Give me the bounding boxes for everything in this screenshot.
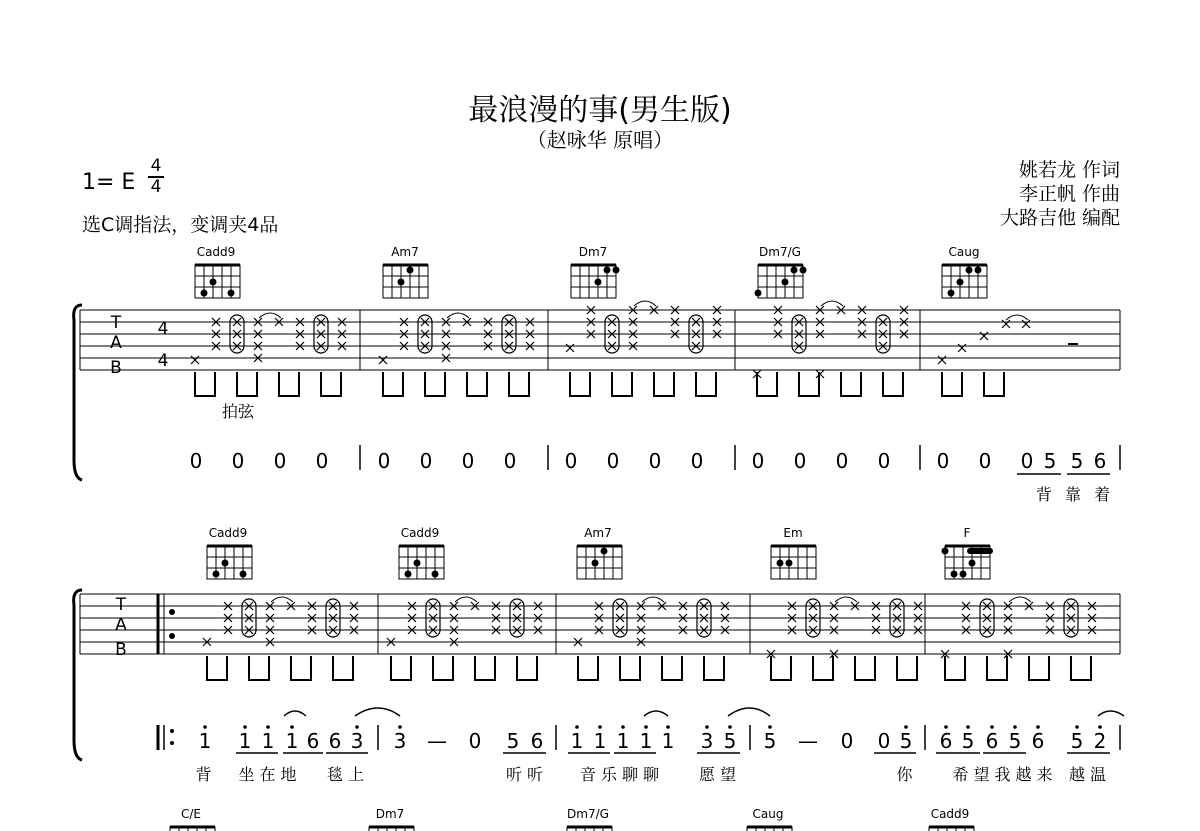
jianpu-note: 0 [231, 449, 245, 473]
arranger-credit: 大路吉他 编配 [999, 207, 1120, 229]
song-title: 最浪漫的事(男生版) [468, 93, 732, 128]
lyric: 愿望 [698, 765, 742, 784]
numbered-notation [199, 729, 1107, 753]
jianpu-note: 5 [899, 729, 913, 753]
jianpu-note: 0 [793, 449, 807, 473]
jianpu-note: 0 [751, 449, 765, 473]
chord-name: Am7 [391, 245, 419, 259]
chord-diagram-cadd9 [195, 245, 240, 298]
tab-letter-b: B [115, 640, 127, 660]
jianpu-note: 5 [723, 729, 737, 753]
jianpu-note: 3 [350, 729, 364, 753]
jianpu-note: 5 [1043, 449, 1057, 473]
jianpu-note: 0 [877, 729, 891, 753]
jianpu-note: 0 [315, 449, 329, 473]
jianpu-note: 1 [198, 729, 212, 753]
jianpu-note: 1 [285, 729, 299, 753]
jianpu-note: 0 [377, 449, 391, 473]
chord-diagram-ce [170, 807, 215, 831]
lyric: 毯上 [326, 765, 370, 784]
jianpu-note: 0 [564, 449, 578, 473]
chord-name: Cadd9 [196, 245, 236, 259]
jianpu-note: 1 [570, 729, 584, 753]
lyrics-line-1: 背 靠 着 [1035, 485, 1115, 504]
lyric: 希望我越来 [952, 765, 1058, 784]
jianpu-note: 0 [1020, 449, 1034, 473]
lyric: 音乐聊聊 [579, 765, 665, 784]
rhythm-beams [207, 656, 1091, 680]
jianpu-note: 5 [763, 729, 777, 753]
system-1 [74, 245, 1120, 504]
chord-name: Em [783, 526, 803, 540]
chord-diagram-am7 [577, 526, 622, 579]
jianpu-note: 0 [468, 729, 482, 753]
lyric: 坐在地 [238, 765, 302, 784]
chord-diagram-dm7 [369, 807, 414, 831]
jianpu-note: 5 [1008, 729, 1022, 753]
chord-diagram-cadd9 [399, 526, 444, 579]
jianpu-note: 0 [877, 449, 891, 473]
jianpu-note: 6 [306, 729, 320, 753]
system-brace [74, 305, 82, 480]
chord-name: C/E [180, 807, 202, 821]
jianpu-note: 1 [639, 729, 653, 753]
chord-name: F [963, 526, 971, 540]
jianpu-note: 5 [1070, 449, 1084, 473]
tab-notes [191, 301, 1078, 378]
jianpu-note: — [798, 729, 818, 753]
jianpu-note: 1 [238, 729, 252, 753]
tab-staff [80, 310, 1120, 370]
chord-diagram-am7 [383, 245, 428, 298]
system-brace [74, 590, 82, 760]
jianpu-note: 5 [506, 729, 520, 753]
jianpu-note: 5 [1070, 729, 1084, 753]
tab-letter-b: B [110, 358, 122, 378]
chord-name: Caug [752, 807, 784, 821]
jianpu-note: 0 [606, 449, 620, 473]
jianpu-note: 0 [690, 449, 704, 473]
chord-diagram-em [771, 526, 816, 579]
chord-name: Dm7/G [567, 807, 609, 821]
chord-diagram-caug [942, 245, 987, 298]
time-bottom: 4 [150, 177, 162, 197]
chord-name: Dm7/G [759, 245, 801, 259]
system-2 [74, 526, 1124, 784]
jianpu-note: 5 [961, 729, 975, 753]
tab-time-bottom: 4 [157, 351, 169, 371]
jianpu-note: 0 [978, 449, 992, 473]
numbered-notation [190, 449, 1107, 473]
tab-letter-a: A [115, 615, 127, 635]
jianpu-note: 0 [503, 449, 517, 473]
jianpu-note: 6 [1031, 729, 1045, 753]
chord-diagram-cadd9 [929, 807, 974, 831]
chord-name: Caug [948, 245, 980, 259]
jianpu-note: 0 [419, 449, 433, 473]
jianpu-note: — [427, 729, 447, 753]
tab-time-top: 4 [157, 319, 169, 339]
jianpu-note: 0 [648, 449, 662, 473]
song-subtitle: （赵咏华 原唱） [526, 128, 674, 152]
jianpu-note: 6 [939, 729, 953, 753]
lyric: 听听 [505, 765, 549, 784]
chord-diagram-dm7g [755, 245, 807, 298]
tab-staff [80, 594, 1120, 654]
jianpu-note: 6 [1093, 449, 1107, 473]
jianpu-note: 6 [985, 729, 999, 753]
chord-name: Dm7 [578, 245, 608, 259]
jianpu-note: 0 [273, 449, 287, 473]
chord-name: Dm7 [375, 807, 405, 821]
rhythm-beams [195, 372, 1004, 396]
jianpu-note: 0 [461, 449, 475, 473]
jianpu-note: 6 [328, 729, 342, 753]
system-3 [170, 807, 974, 831]
jianpu-note: 0 [936, 449, 950, 473]
jianpu-note: 1 [593, 729, 607, 753]
jianpu-note: 1 [261, 729, 275, 753]
jianpu-note: 0 [189, 449, 203, 473]
tab-letter-t: T [110, 313, 122, 333]
tab-letter-a: A [110, 333, 122, 353]
chord-name: Cadd9 [930, 807, 970, 821]
jianpu-note: 3 [700, 729, 714, 753]
technique-label: 拍弦 [221, 402, 255, 421]
key-signature: 1= E [82, 170, 136, 195]
tab-letter-t: T [115, 595, 127, 615]
chord-diagram-caug [747, 807, 792, 831]
jianpu-note: 6 [530, 729, 544, 753]
chord-name: Am7 [584, 526, 612, 540]
jianpu-note: 1 [616, 729, 630, 753]
capo-note: 选C调指法，变调夹4品 [82, 214, 279, 236]
lyric: 你 [896, 765, 918, 784]
jianpu-note: 0 [835, 449, 849, 473]
chord-diagram-dm7 [571, 245, 620, 298]
lyricist-credit: 姚若龙 作词 [1018, 159, 1120, 181]
jianpu-note: 3 [393, 729, 407, 753]
composer-credit: 李正帆 作曲 [1018, 183, 1120, 205]
time-top: 4 [150, 156, 162, 176]
lyrics-line-2 [195, 765, 1111, 784]
chord-diagram-cadd9 [207, 526, 252, 579]
chord-name: Cadd9 [400, 526, 440, 540]
jianpu-note: 2 [1093, 729, 1107, 753]
chord-diagram-dm7g [567, 807, 612, 831]
jianpu-note: 0 [840, 729, 854, 753]
jianpu-note: 1 [661, 729, 675, 753]
chord-diagram-f [942, 526, 991, 579]
chord-name: Cadd9 [208, 526, 248, 540]
lyric: 背 [195, 765, 217, 784]
lyric: 越温 [1068, 765, 1112, 784]
